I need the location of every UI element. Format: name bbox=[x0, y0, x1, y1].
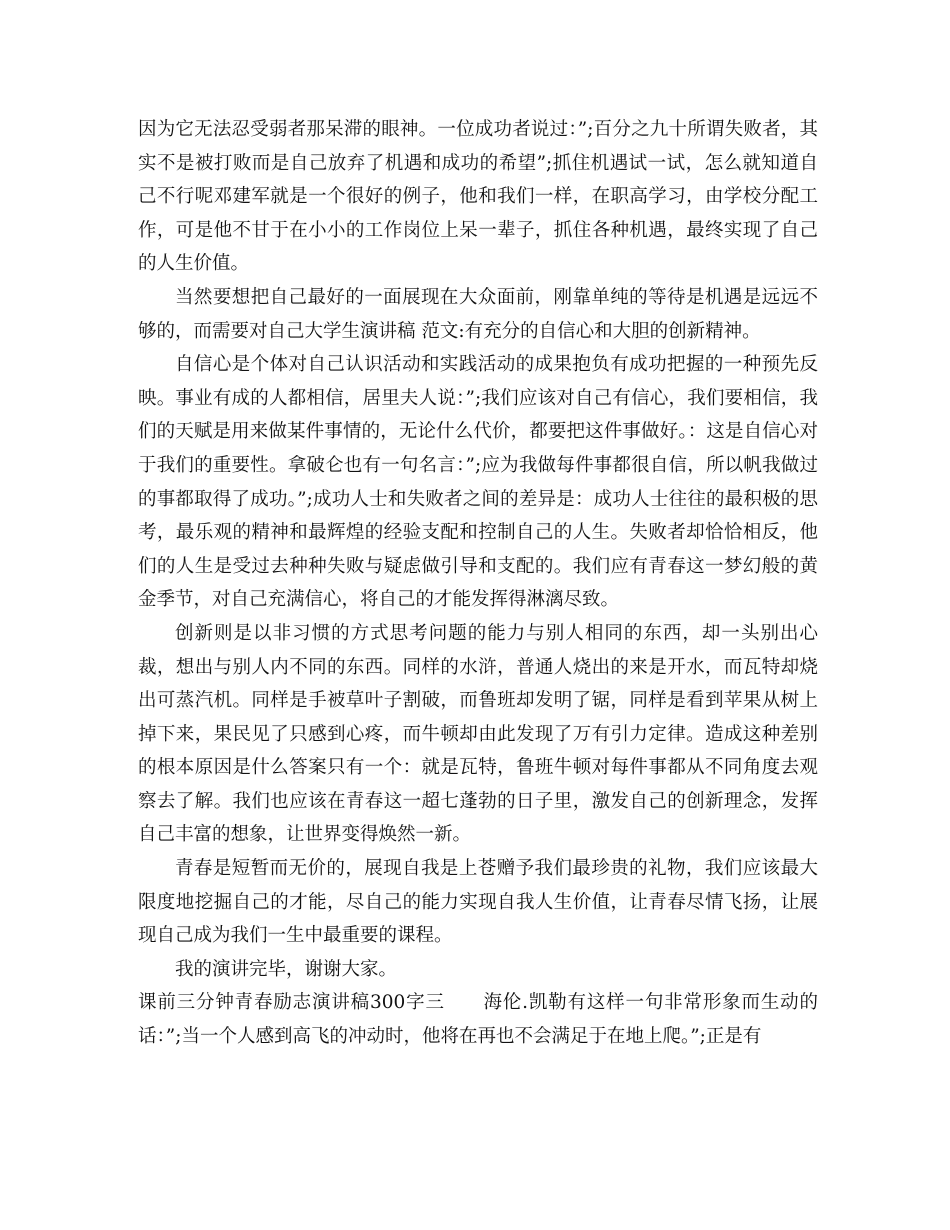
paragraph-2: 当然要想把自己最好的一面展现在大众面前，刚靠单纯的等待是机遇是远远不够的，而需要对自己大学生演讲稿 范文:有充分的自信心和大胆的创新精神。 bbox=[138, 286, 818, 342]
paragraph-6: 我的演讲完毕，谢谢大家。 bbox=[175, 958, 398, 980]
paragraph-1: 因为它无法忍受弱者那呆滞的眼神。一位成功者说过：”;百分之九十所谓失败者，其实不是被打败而是自己放弃了机遇和成功的希望”;抓住机遇试一试，怎么就知道自己不行呢邓建军就是一个很好的例子，他和我们一样，在职高学习，由学校分配工作，可是他不甘于在小小的工作岗位上呆一辈子，抓住各种机遇，最终实现了自己的人生价值。 bbox=[138, 119, 818, 275]
paragraph-7: 课前三分钟青春励志演讲稿300字三 海伦.凯勒有这样一句非常形象而生动的话：”;当一个人感到高飞的冲动时，他将在再也不会满足于在地上爬。”;正是有 bbox=[138, 992, 818, 1048]
paragraph-3: 自信心是个体对自己认识活动和实践活动的成果抱负有成功把握的一种预先反映。事业有成的人都相信，居里夫人说：”;我们应该对自己有信心，我们要相信，我们的天赋是用来做某件事情的，无论什么代价，都要把这件事做好。：这是自信心对于我们的重要性。拿破仑也有一句名言：”;应为我做每件事都很自信，所以帆我做过的事都取得了成功。”;成功人士和失败者之间的差异是：成功人士往往的最积极的思考，最乐观的精神和最辉煌的经验支配和控制自己的人生。失败者却恰恰相反，他们的人生是受过去种种失败与疑虑做引导和支配的。我们应有青春这一梦幻般的黄金季节，对自己充满信心，将自己的才能发挥得淋漓尽致。 bbox=[138, 354, 818, 611]
paragraph-5: 青春是短暂而无价的，展现自我是上苍赠予我们最珍贵的礼物，我们应该最大限度地挖掘自己的才能，尽自己的能力实现自我人生价值，让青春尽情飞扬，让展现自己成为我们一生中最重要的课程。 bbox=[138, 858, 818, 947]
paragraph-4: 创新则是以非习惯的方式思考问题的能力与别人相同的东西，却一头别出心裁，想出与别人内不同的东西。同样的水浒，普通人烧出的来是开水，而瓦特却烧出可蒸汽机。同样是手被草叶子割破，而鲁班却发明了锯，同样是看到苹果从树上掉下来，果民见了只感到心疼，而牛顿却由此发现了万有引力定律。造成这种差别的根本原因是什么答案只有一个：就是瓦特，鲁班牛顿对每件事都从不同角度去观察去了解。我们也应该在青春这一超七蓬勃的日子里，激发自己的创新理念，发挥自己丰富的想象，让世界变得焕然一新。 bbox=[138, 622, 818, 846]
document-body bbox=[138, 113, 818, 1054]
